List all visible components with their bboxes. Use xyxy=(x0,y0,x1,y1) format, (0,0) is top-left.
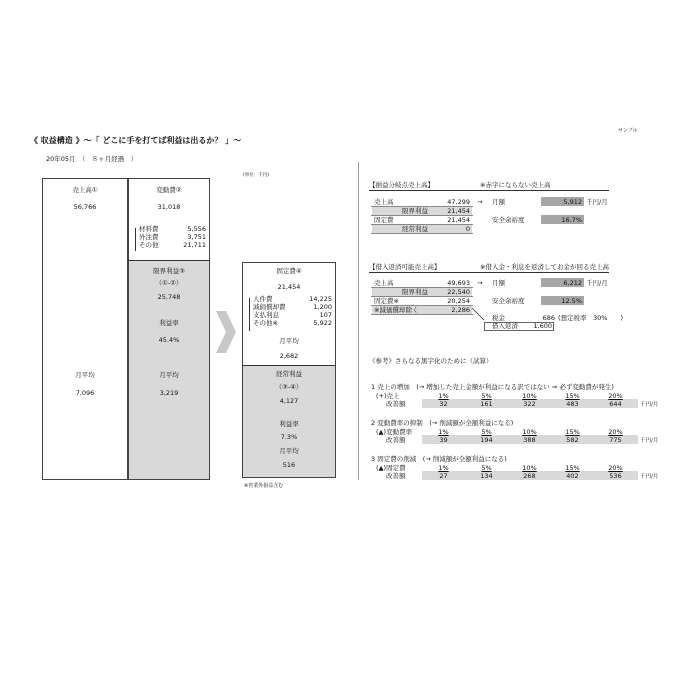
fixed-monthly-value: 2,682 xyxy=(279,352,299,360)
var-item-value: 5,556 xyxy=(187,225,206,233)
bep-row-label: 売上高 xyxy=(374,198,394,206)
ref-value: 161 xyxy=(480,400,493,408)
bep-safety-label: 安全余裕度 xyxy=(492,216,525,224)
repay-row-label: ※減価償却除く xyxy=(374,306,419,314)
ref-unit: 千円/月 xyxy=(640,474,659,480)
monthly-sales-value: 7,096 xyxy=(75,389,95,397)
ref-row-label: (▲)変動費率 xyxy=(376,428,413,436)
arrow-right-icon: → xyxy=(477,279,483,287)
tax-value: 686 xyxy=(542,314,555,322)
fixed-item-label: 減価償却費 xyxy=(253,303,286,311)
bep-row-value: 0 xyxy=(465,225,470,233)
bep-row-label: 固定費 xyxy=(374,216,394,224)
bep-monthly-unit: 千円/月 xyxy=(586,198,608,206)
ref-value: 27 xyxy=(439,472,448,480)
ref-percent: 5% xyxy=(481,428,492,436)
repay-row-label: 売上高 xyxy=(374,279,394,287)
repay-row-rule xyxy=(371,314,473,315)
ref-heading: 2 変動費率の抑制 (→ 削減額が全額利益になる) xyxy=(371,419,514,427)
variable-label: 変動費② xyxy=(156,186,182,194)
var-item-value: 3,751 xyxy=(187,233,206,241)
ordinary-label: 経常利益 xyxy=(276,370,302,378)
ordinary-divider xyxy=(242,365,336,366)
repay-row-value: 2,286 xyxy=(451,306,470,314)
ref-value: 644 xyxy=(609,400,622,408)
fixed-item-value: 107 xyxy=(319,311,332,319)
ordinary-monthly-value: 516 xyxy=(282,461,296,469)
ref-percent: 5% xyxy=(481,392,492,400)
ordinary-value: 4,127 xyxy=(279,397,299,405)
bep-title: 【損益分岐点売上高】 xyxy=(369,181,434,189)
ref-percent: 15% xyxy=(565,464,580,472)
ref-row-label: (+)売上 xyxy=(376,392,400,400)
ref-unit: 千円/月 xyxy=(640,402,659,408)
ordinary-rate-value: 7.3% xyxy=(280,433,298,441)
sales-value: 56,766 xyxy=(73,203,97,211)
ref-value: 582 xyxy=(566,436,579,444)
margin-label: 限界利益③ xyxy=(153,267,185,275)
bep-row-value: 47,299 xyxy=(447,198,470,206)
repay-row-label: 限界利益 xyxy=(402,288,428,296)
ref-sub-label: 改善額 xyxy=(386,400,406,408)
arrow-right-icon: → xyxy=(477,198,483,206)
repay-amount-label: 借入返済 xyxy=(492,322,518,330)
sales-box xyxy=(42,178,128,480)
bep-row-label: 経常利益 xyxy=(402,225,428,233)
sales-label: 売上高① xyxy=(72,186,98,194)
ordinary-monthly-label: 月平均 xyxy=(279,447,299,455)
ref-percent: 10% xyxy=(522,464,537,472)
ordinary-formula: （③-④） xyxy=(275,383,303,391)
fixed-bracket xyxy=(249,298,250,331)
ref-percent: 1% xyxy=(438,428,449,436)
bep-row-value: 21,454 xyxy=(447,216,470,224)
ref-percent: 20% xyxy=(608,464,623,472)
ref-percent: 20% xyxy=(608,428,623,436)
fixed-item-label: 支払利息 xyxy=(253,311,279,319)
var-item-label: 材料費 xyxy=(139,225,159,233)
repay-row-value: 49,693 xyxy=(447,279,470,287)
var-item-value: 21,711 xyxy=(183,241,206,249)
footnote: ※営業外損益含む xyxy=(244,483,284,489)
ref-percent: 10% xyxy=(522,428,537,436)
repay-note: ※借入金・利息を返済してお金が回る売上高 xyxy=(480,263,609,271)
ref-sub-label: 改善額 xyxy=(386,436,406,444)
var-item-label: 外注費 xyxy=(139,233,159,241)
bep-row-value: 21,454 xyxy=(447,207,470,215)
var-item-label: その他 xyxy=(139,241,159,249)
monthly-margin-value: 3,219 xyxy=(159,389,179,397)
repay-rule xyxy=(369,272,609,273)
monthly-margin-label: 月平均 xyxy=(159,371,179,379)
ref-sub-label: 改善額 xyxy=(386,472,406,480)
margin-formula: （①-②） xyxy=(155,279,183,287)
tax-label: 税金 xyxy=(492,314,505,322)
ref-value: 134 xyxy=(480,472,493,480)
repay-amount-value: 1,600 xyxy=(533,322,552,330)
ref-percent: 15% xyxy=(565,392,580,400)
fixed-label: 固定費④ xyxy=(276,267,302,275)
bep-row-label: 限界利益 xyxy=(402,207,428,215)
fixed-item-value: 1,200 xyxy=(313,303,332,311)
ref-value: 194 xyxy=(480,436,493,444)
ref-value: 32 xyxy=(439,400,448,408)
repay-safety-label: 安全余裕度 xyxy=(492,297,525,305)
bep-note: ※赤字にならない売上高 xyxy=(480,181,551,189)
repay-row-value: 22,540 xyxy=(447,288,470,296)
ref-value: 536 xyxy=(609,472,622,480)
ordinary-rate-label: 利益率 xyxy=(279,420,299,428)
margin-rate-value: 45.4% xyxy=(158,336,180,344)
margin-value: 25,748 xyxy=(157,293,181,301)
tax-note: (想定税率 30% ) xyxy=(558,314,624,322)
repay-title: 【借入返済可能売上高】 xyxy=(369,263,441,271)
page-title: 《 収益構造 》～「 どこに手を打てば利益は出るか？ 」～ xyxy=(30,136,242,145)
ref-title: 《参考》さらなる黒字化のために（試算） xyxy=(369,357,493,365)
ref-percent: 20% xyxy=(608,392,623,400)
bep-monthly-label: 月額 xyxy=(492,198,505,206)
ref-percent: 10% xyxy=(522,392,537,400)
fixed-item-label: その他※ xyxy=(253,319,278,327)
repay-monthly-unit: 千円/月 xyxy=(586,279,608,287)
ref-percent: 5% xyxy=(481,464,492,472)
chevron-right-icon xyxy=(214,311,238,353)
ref-value: 388 xyxy=(523,436,536,444)
ref-row-label: (▲)固定費 xyxy=(376,464,406,472)
fixed-monthly-label: 月平均 xyxy=(279,337,299,345)
repay-monthly-value: 6,212 xyxy=(563,279,582,287)
bep-monthly-value: 5,912 xyxy=(563,198,582,206)
var-bracket xyxy=(135,228,136,251)
ref-value: 322 xyxy=(523,400,536,408)
ref-heading: 1 売上の増加 (→ 増加した売上金額が利益になる訳ではない ⇒ 必ず変動費が発生) xyxy=(371,383,614,391)
repay-row-value: 20,254 xyxy=(447,297,470,305)
repay-monthly-label: 月額 xyxy=(492,279,505,287)
repay-safety-value: 12.5% xyxy=(561,297,582,305)
margin-rate-label: 利益率 xyxy=(159,319,179,327)
ref-value: 775 xyxy=(609,436,622,444)
ref-unit: 千円/月 xyxy=(640,438,659,444)
ref-heading: 3 固定費の削減 (→ 削減額が全額利益になる) xyxy=(371,455,507,463)
fixed-item-value: 14,225 xyxy=(309,295,332,303)
repay-row-label: 固定費※ xyxy=(374,297,399,305)
column-divider xyxy=(358,162,359,480)
variable-value: 31,018 xyxy=(157,203,181,211)
fixed-item-value: 5,922 xyxy=(313,319,332,327)
ref-value: 402 xyxy=(566,472,579,480)
ref-value: 268 xyxy=(523,472,536,480)
fixed-item-label: 人件費 xyxy=(253,295,273,303)
monthly-sales-label: 月平均 xyxy=(75,371,95,379)
ref-percent: 15% xyxy=(565,428,580,436)
unit-label: (単位：千円) xyxy=(243,173,270,178)
bep-row-rule xyxy=(371,233,473,234)
bep-safety-value: 16.7% xyxy=(561,216,582,224)
margin-divider xyxy=(128,260,210,261)
ref-value: 39 xyxy=(439,436,448,444)
bep-rule xyxy=(369,190,609,191)
fixed-value: 21,454 xyxy=(277,283,301,291)
sample-label: サンプル xyxy=(618,128,638,134)
period-label: 20年05月 （ ８ヶ月経過 ） xyxy=(46,155,138,163)
ref-percent: 1% xyxy=(438,392,449,400)
ref-value: 483 xyxy=(566,400,579,408)
ref-percent: 1% xyxy=(438,464,449,472)
